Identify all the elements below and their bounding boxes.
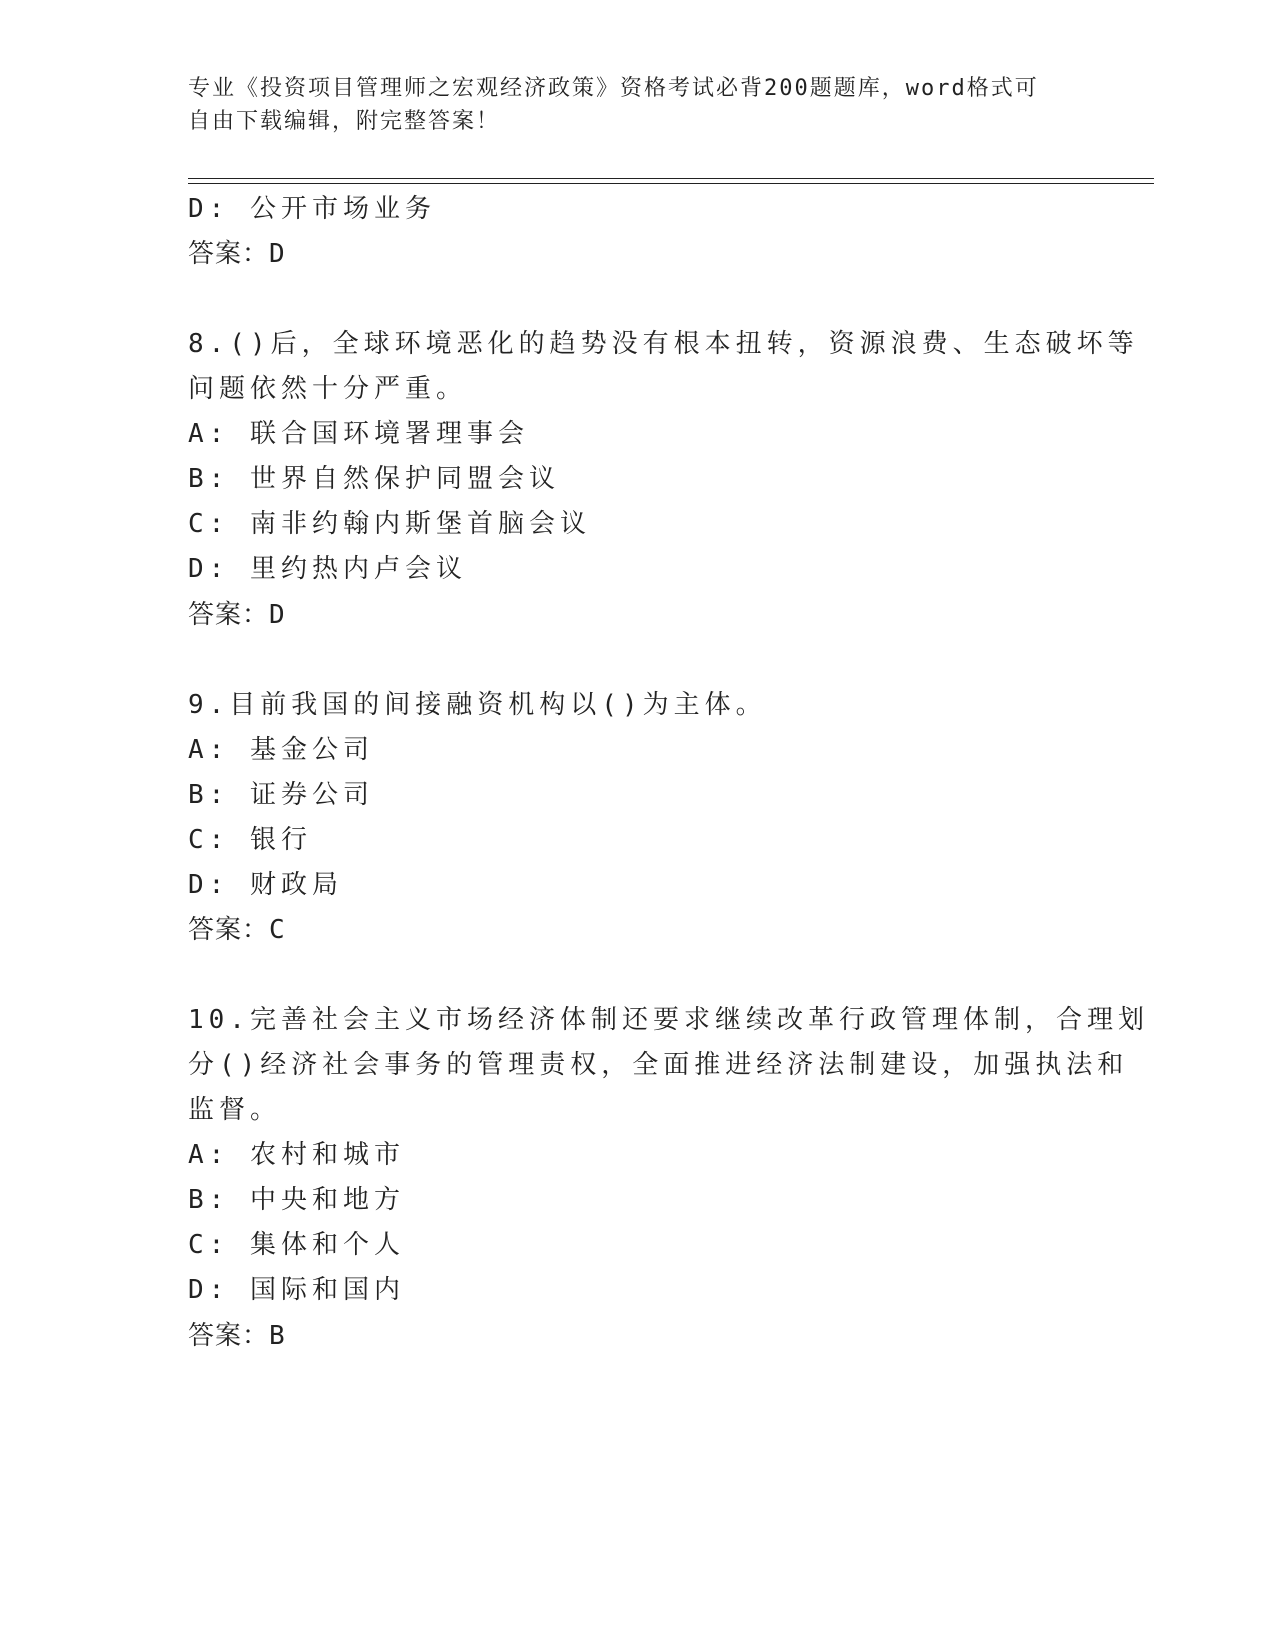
- q10-option-a: A: 农村和城市: [188, 1140, 405, 1170]
- q9-answer: [188, 907, 286, 953]
- q10-answer-label: 答案：: [188, 1321, 270, 1351]
- header-line-1: 专业《投资项目管理师之宏观经济政策》资格考试必背200题题库，word格式可: [188, 76, 1039, 101]
- q8-answer: [188, 592, 286, 638]
- q9-option-b: B: 证券公司: [188, 780, 374, 810]
- q10-option-d: D: 国际和国内: [188, 1275, 405, 1305]
- q7-answer: [188, 231, 286, 277]
- header-divider-top: [188, 178, 1154, 179]
- q10-stem-line-2: 分()经济社会事务的管理责权，全面推进经济法制建设，加强执法和: [188, 1050, 1129, 1080]
- q8-option-b: B: 世界自然保护同盟会议: [188, 464, 560, 494]
- document-header: [188, 72, 1068, 138]
- q8-option-a: A: 联合国环境署理事会: [188, 419, 529, 449]
- q10-option-c: C: 集体和个人: [188, 1230, 405, 1260]
- q7-option-d: D: 公开市场业务: [188, 194, 436, 224]
- q9-answer-value: C: [269, 915, 286, 945]
- q9-answer-label: 答案：: [188, 915, 270, 945]
- q10-stem-line-3: 监督。: [188, 1095, 282, 1125]
- q8-answer-label: 答案：: [188, 600, 270, 630]
- q10-option-b: B: 中央和地方: [188, 1185, 405, 1215]
- q7-answer-value: D: [269, 239, 286, 269]
- q8-option-d: D: 里约热内卢会议: [188, 554, 467, 584]
- q9-stem-line-1: 9.目前我国的间接融资机构以()为主体。: [188, 690, 767, 720]
- q10-answer-value: B: [269, 1321, 286, 1351]
- q10-answer: [188, 1313, 286, 1359]
- header-line-2: 自由下载编辑，附完整答案！: [188, 109, 501, 134]
- q7-answer-label: 答案：: [188, 239, 270, 269]
- header-divider-bottom: [188, 183, 1154, 184]
- q8-option-c: C: 南非约翰内斯堡首脑会议: [188, 509, 591, 539]
- q10-stem-line-1: 10.完善社会主义市场经济体制还要求继续改革行政管理体制，合理划: [188, 1005, 1149, 1035]
- q8-stem-line-1: 8.()后，全球环境恶化的趋势没有根本扭转，资源浪费、生态破坏等: [188, 329, 1139, 359]
- q9-option-c: C: 银行: [188, 825, 312, 855]
- q8-stem-line-2: 问题依然十分严重。: [188, 374, 468, 404]
- q8-answer-value: D: [269, 600, 286, 630]
- q9-option-d: D: 财政局: [188, 870, 343, 900]
- q9-option-a: A: 基金公司: [188, 735, 374, 765]
